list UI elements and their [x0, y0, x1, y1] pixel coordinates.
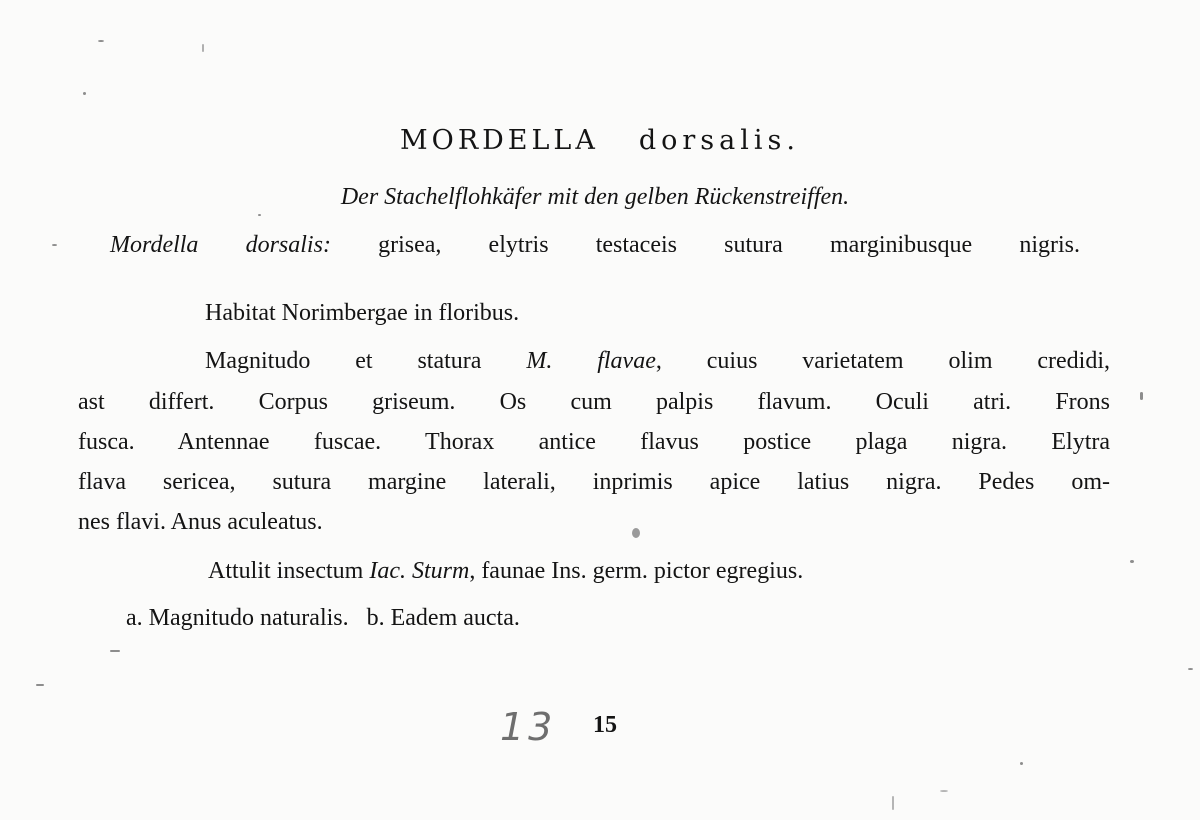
paper-speck	[1020, 762, 1023, 765]
paper-speck	[258, 214, 261, 216]
description-line-1-start: Magnitudo et statura	[205, 348, 482, 374]
description-line-1	[205, 346, 1110, 376]
paper-speck	[98, 40, 104, 42]
paper-speck	[940, 790, 948, 792]
description-species-ref: M. flavae	[526, 348, 656, 374]
attribution-suffix: , faunae Ins. germ. pictor egregius.	[469, 558, 804, 584]
paper-speck	[892, 796, 894, 810]
attribution-prefix: Attulit insectum	[208, 558, 364, 584]
description-line-5: nes flavi. Anus aculeatus.	[78, 509, 323, 535]
description-line-1-end: , cuius varietatem olim credidi,	[655, 348, 1111, 374]
german-common-name: Der Stachelflohkäfer mit den gelben Rückenstreiffen.	[340, 184, 850, 210]
diagnosis-line	[110, 230, 1080, 260]
paper-speck	[632, 528, 640, 538]
paper-speck	[36, 684, 44, 686]
attribution-person: Iac. Sturm	[369, 558, 470, 584]
paper-speck	[110, 650, 120, 652]
paper-speck	[83, 92, 86, 95]
paper-speck	[1130, 560, 1134, 563]
title-genus: MORDELLA	[400, 125, 599, 156]
title-species: dorsalis.	[638, 125, 800, 156]
species-title	[0, 124, 1200, 158]
attribution-line	[208, 556, 803, 586]
pencil-annotation: 13	[500, 705, 557, 749]
diagnosis-name: Mordella dorsalis:	[110, 232, 331, 258]
page-number: 15	[593, 712, 617, 738]
description-line-3: fusca. Antennae fuscae. Thorax antice flavus postice plaga nigra. Elytra	[78, 429, 1110, 455]
description-line-2: ast differt. Corpus griseum. Os cum palpis flavum. Oculi atri. Frons	[78, 389, 1110, 415]
description-line-4: flava sericea, sutura margine laterali, inprimis apice latius nigra. Pedes om-	[78, 469, 1110, 495]
paper-speck	[52, 244, 57, 246]
habitat-line: Habitat Norimbergae in floribus.	[205, 300, 520, 326]
paper-speck	[1188, 668, 1193, 670]
paper-speck	[202, 44, 204, 52]
paper-speck	[1140, 392, 1143, 400]
diagnosis-text: grisea, elytris testaceis sutura marginibusque nigris.	[378, 232, 1080, 258]
figure-note: a. Magnitudo naturalis. b. Eadem aucta.	[126, 605, 520, 631]
